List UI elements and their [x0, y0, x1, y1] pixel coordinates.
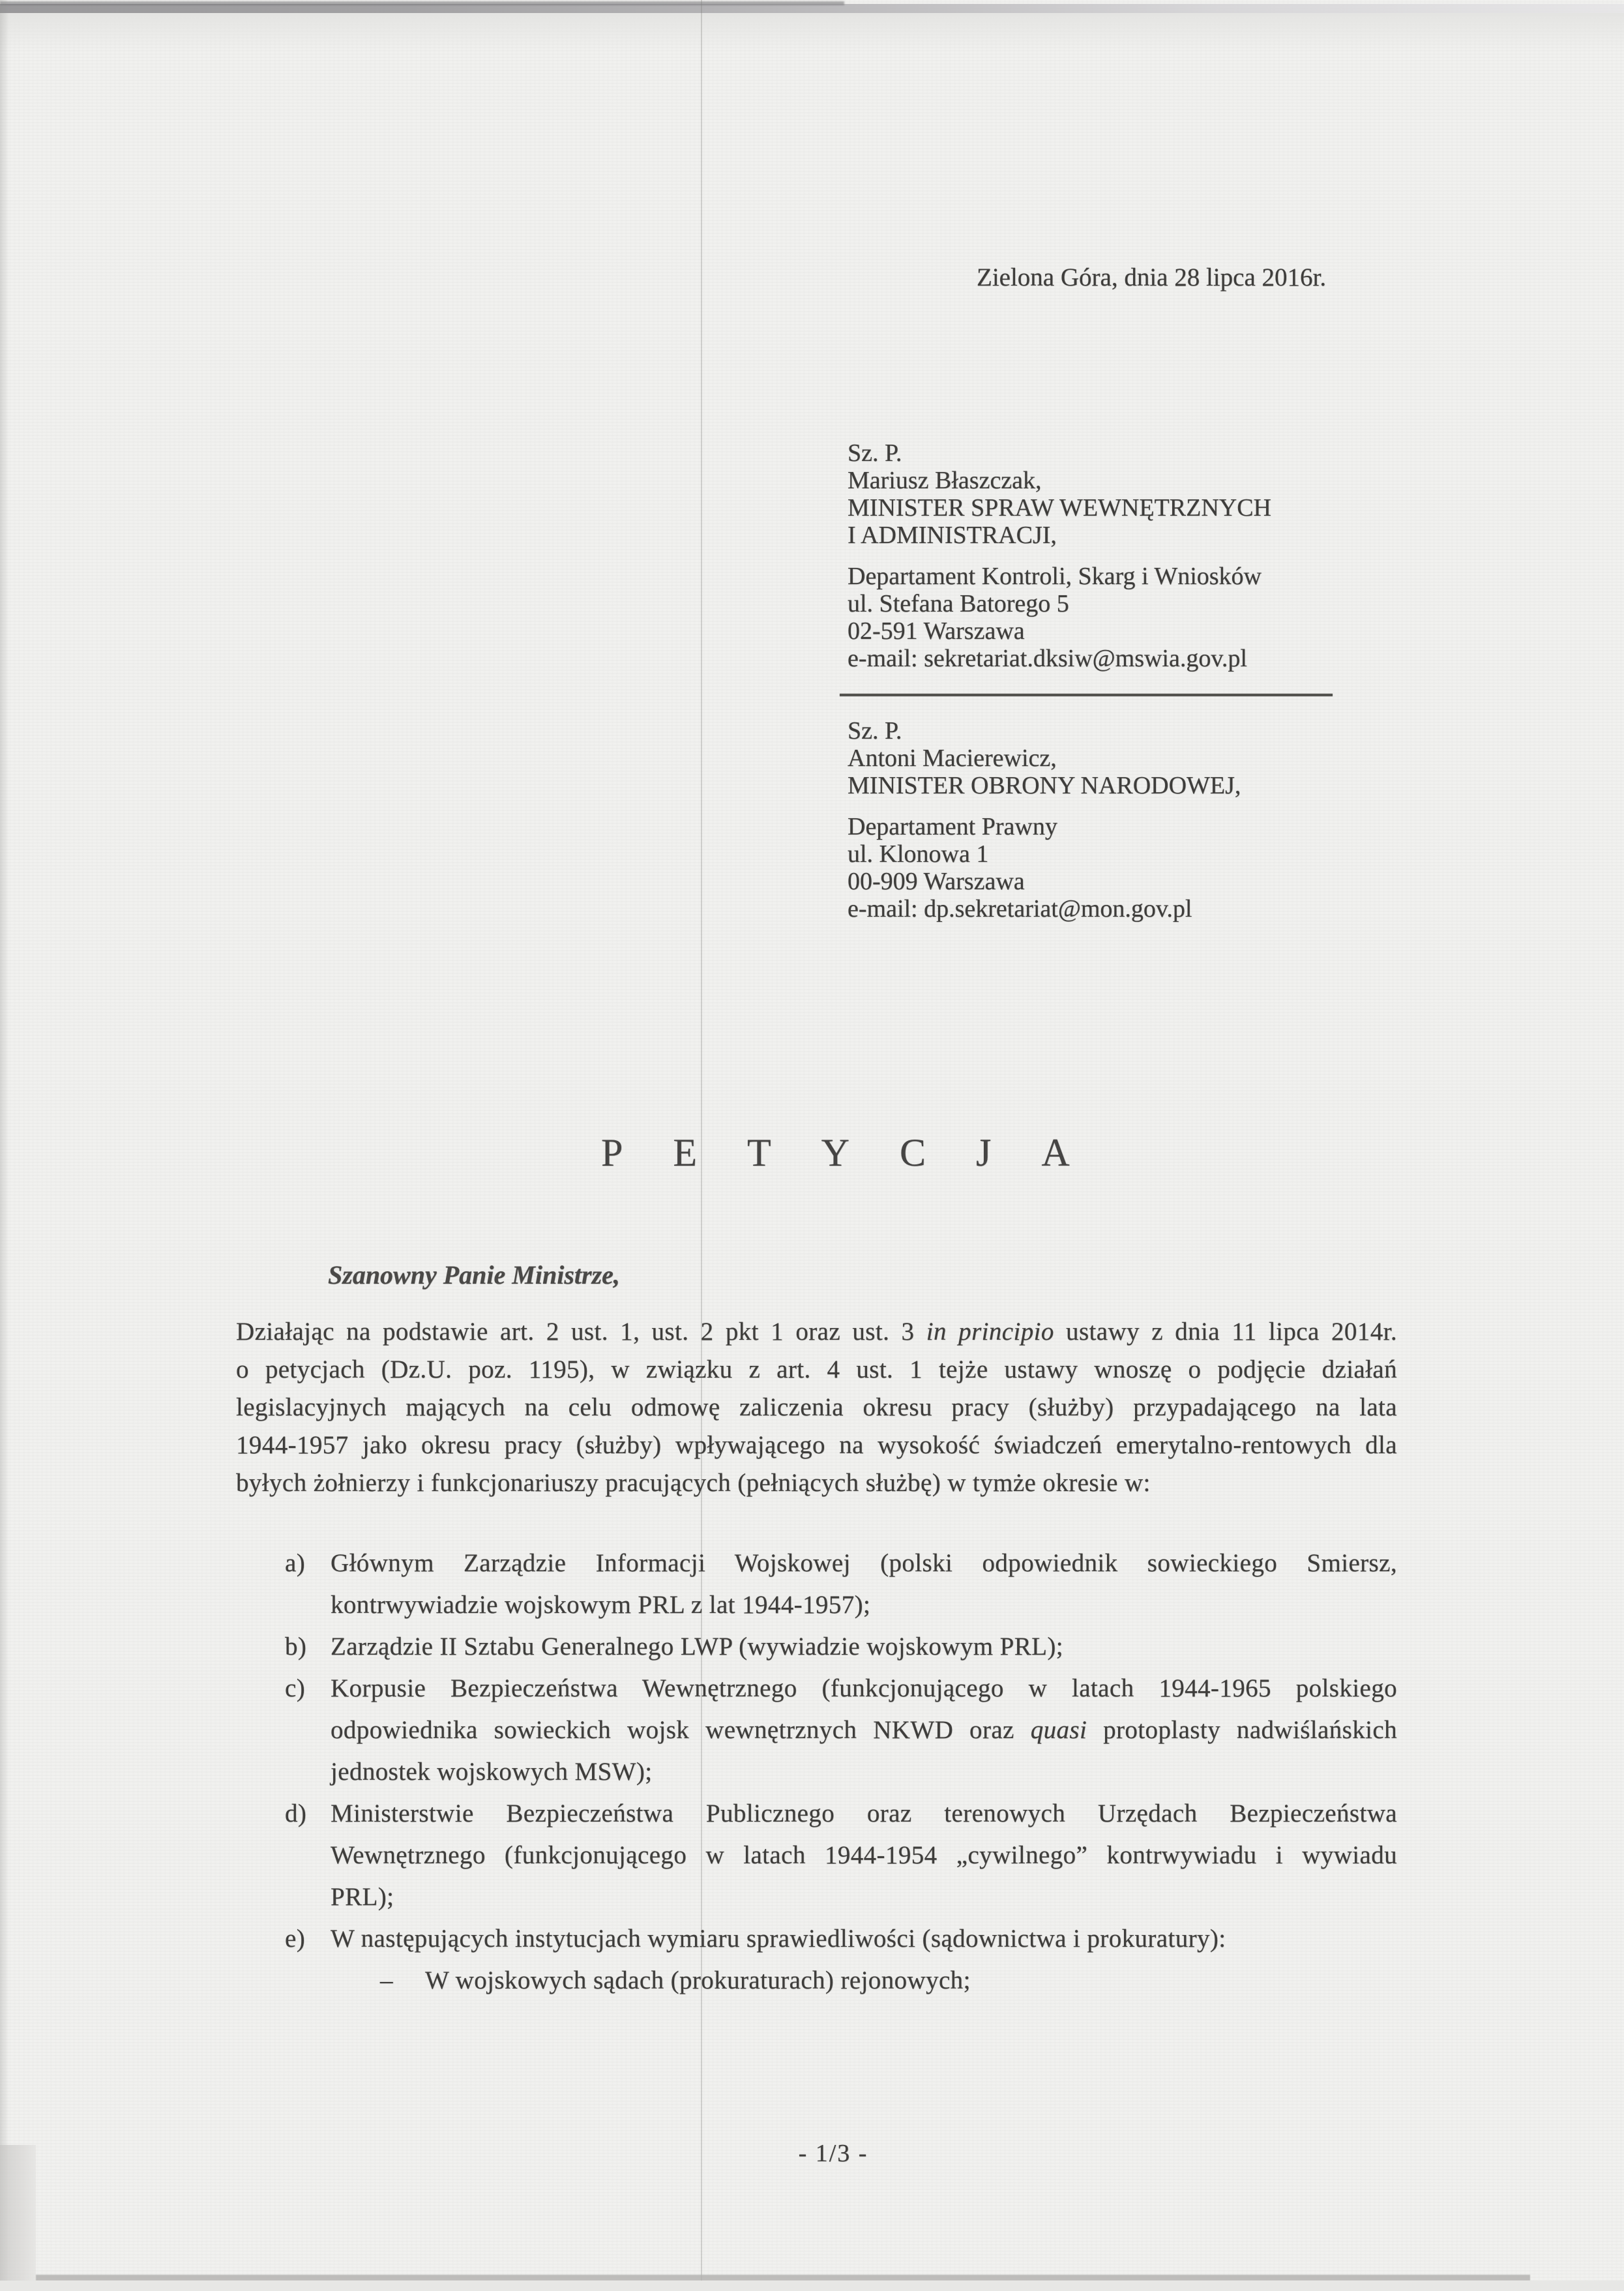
- text-run: protoplasty nadwiślańskich: [1087, 1716, 1397, 1744]
- scan-artifact-top-band: [0, 4, 1624, 13]
- body-paragraph: [236, 1313, 1397, 1502]
- recipient-block-interior-minister: [848, 439, 1271, 672]
- recipient-header-line: Sz. P.: [848, 717, 902, 745]
- scan-artifact-top-shade: [0, 13, 1624, 52]
- recipient-address-lines: [848, 813, 1241, 923]
- list-item-marker: b): [285, 1633, 307, 1661]
- list-item-c: [285, 1668, 1397, 1793]
- date-line: Zielona Góra, dnia 28 lipca 2016r.: [977, 263, 1327, 291]
- text-run: Działając na podstawie art. 2 ust. 1, ust. 2 pkt 1 oraz ust. 3: [236, 1318, 926, 1346]
- list-item-text: Głównym Zarządzie Informacji Wojskowej (polski odpowiednik sowieckiego Smiersz,: [331, 1549, 1397, 1577]
- recipient-header-line: I ADMINISTRACJI,: [848, 522, 1057, 549]
- list-item-a: [285, 1543, 1397, 1626]
- list-item-marker: e): [285, 1925, 306, 1953]
- recipient-block-defence-minister: [848, 717, 1241, 923]
- recipient-address-line: Departament Prawny: [848, 813, 1057, 840]
- salutation: Szanowny Panie Ministrze,: [328, 1260, 620, 1290]
- list-item-marker: c): [285, 1674, 306, 1702]
- list-item-d: [285, 1793, 1397, 1918]
- body-text-line: 1944-1957 jako okresu pracy (służby) wpływającego na wysokość świadczeń emerytalno-rentowych dla: [236, 1431, 1397, 1459]
- list-item-line: [285, 1626, 1397, 1668]
- recipient-header-line: Antoni Macierewicz,: [848, 745, 1057, 772]
- recipient-address-line: ul. Klonowa 1: [848, 840, 989, 868]
- text-run: odpowiednika sowieckich wojsk wewnętrznych NKWD oraz: [331, 1716, 1031, 1744]
- recipient-address-line: Departament Kontroli, Skarg i Wniosków: [848, 563, 1262, 590]
- recipient-address-line: e-mail: sekretariat.dksiw@mswia.gov.pl: [848, 645, 1247, 672]
- recipient-address-lines: [848, 563, 1271, 672]
- separator-line: [840, 694, 1333, 696]
- list-item-line: [331, 1584, 1397, 1626]
- scan-artifact-bottom-line: [36, 2275, 1530, 2281]
- list-sub-item-dash: –: [380, 1966, 393, 1994]
- recipient-header-line: Mariusz Błaszczak,: [848, 467, 1042, 494]
- recipient-address-line: ul. Stefana Batorego 5: [848, 590, 1069, 617]
- page-number: - 1/3 -: [798, 2140, 868, 2167]
- recipient-header-line: Sz. P.: [848, 439, 902, 467]
- list-item-text: Zarządzie II Sztabu Generalnego LWP (wywiadzie wojskowym PRL);: [331, 1633, 1064, 1661]
- list-item-text: jednostek wojskowych MSW);: [331, 1758, 653, 1786]
- list-item-line: [331, 1751, 1397, 1793]
- recipient-header-line: MINISTER SPRAW WEWNĘTRZNYCH: [848, 494, 1271, 522]
- list-sub-item: [331, 1960, 1397, 2002]
- list-item-text: Korpusie Bezpieczeństwa Wewnętrznego (funkcjonującego w latach 1944-1965 polskiego: [331, 1674, 1397, 1702]
- list-item-line: [285, 1793, 1397, 1835]
- recipient-header-line: MINISTER OBRONY NARODOWEJ,: [848, 772, 1241, 799]
- list-item-line: [331, 1835, 1397, 1876]
- body-text-line: o petycjach (Dz.U. poz. 1195), w związku z art. 4 ust. 1 tejże ustawy wnoszę o podjęcie działań: [236, 1355, 1397, 1383]
- list-item-text: PRL);: [331, 1883, 394, 1911]
- body-text-line: [236, 1313, 1397, 1351]
- italic-text-run: in principio: [926, 1318, 1054, 1346]
- list-item-line: [285, 1543, 1397, 1584]
- body-text-line: legislacyjnych mających na celu odmowę zaliczenia okresu pracy (służby) przypadającego na lata: [236, 1393, 1397, 1421]
- list-item-b: [285, 1626, 1397, 1668]
- scan-artifact-left-strip: [0, 2145, 36, 2291]
- recipient-address-line: e-mail: dp.sekretariat@mon.gov.pl: [848, 895, 1192, 923]
- scan-artifact-bottom-strip: [0, 2281, 1624, 2291]
- scan-artifact-top-edge: [0, 1, 844, 5]
- petition-demand-list: [285, 1543, 1397, 2002]
- list-item-text: [331, 1716, 1397, 1744]
- list-item-e: [285, 1918, 1397, 2002]
- list-item-text: kontrwywiadzie wojskowym PRL z lat 1944-1957);: [331, 1591, 871, 1619]
- list-item-marker: d): [285, 1799, 307, 1827]
- body-text-line: byłych żołnierzy i funkcjonariuszy pracujących (pełniących służbę) w tymże okresie w:: [236, 1469, 1151, 1497]
- list-item-marker: a): [285, 1549, 306, 1577]
- text-run: ustawy z dnia 11 lipca 2014r.: [1054, 1318, 1397, 1346]
- scan-artifact-left-edge: [0, 0, 9, 2291]
- document-title: PETYCJA: [601, 1131, 1120, 1174]
- list-sub-item-text: W wojskowych sądach (prokuraturach) rejonowych;: [425, 1966, 971, 1994]
- list-item-text: Ministerstwie Bezpieczeństwa Publicznego oraz terenowych Urzędach Bezpieczeństwa: [331, 1799, 1397, 1827]
- list-item-text: W następujących instytucjach wymiaru sprawiedliwości (sądownictwa i prokuratury):: [331, 1925, 1226, 1953]
- list-item-line: [331, 1709, 1397, 1751]
- list-item-line: [285, 1668, 1397, 1709]
- recipient-header-lines: [848, 717, 1241, 799]
- recipient-header-lines: [848, 439, 1271, 549]
- list-item-line: [331, 1876, 1397, 1918]
- recipient-address-line: 02-591 Warszawa: [848, 617, 1025, 645]
- list-item-text: Wewnętrznego (funkcjonującego w latach 1944-1954 „cywilnego” kontrwywiadu i wywiadu: [331, 1841, 1397, 1869]
- list-item-line: [285, 1918, 1397, 1960]
- italic-text-run: quasi: [1030, 1716, 1087, 1744]
- recipient-address-line: 00-909 Warszawa: [848, 868, 1025, 895]
